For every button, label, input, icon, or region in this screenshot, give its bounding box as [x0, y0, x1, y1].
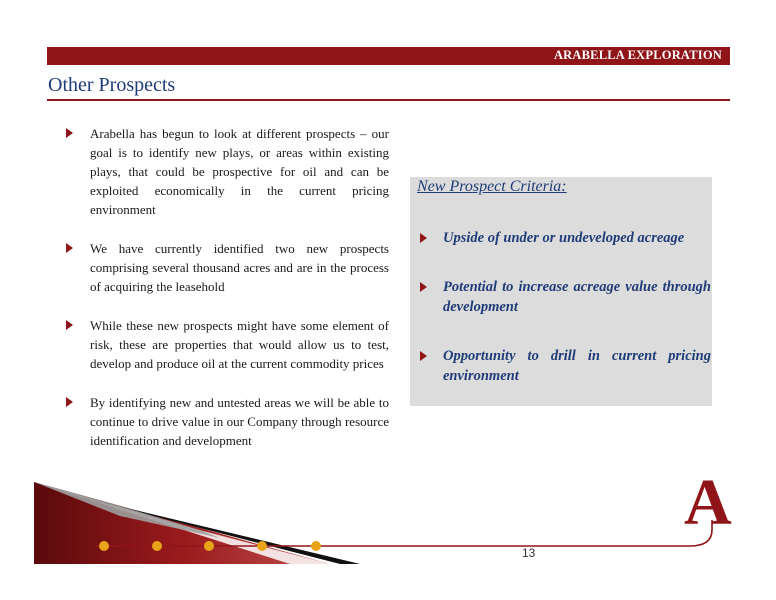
criteria-text: Upside of under or undeveloped acreage — [443, 230, 685, 246]
criteria-text: Potential to increase acreage value through development — [443, 279, 711, 315]
list-item — [64, 124, 389, 219]
criteria-item — [417, 346, 711, 386]
prospect-bullet-list — [64, 124, 389, 470]
gold-dot — [152, 541, 162, 551]
bullet-triangle-icon — [66, 128, 73, 138]
company-logo-icon: A — [684, 466, 732, 539]
list-item — [64, 316, 389, 373]
list-item — [64, 239, 389, 296]
bullet-triangle-icon — [420, 351, 427, 361]
bullet-triangle-icon — [420, 233, 427, 243]
footer-decoration — [0, 466, 776, 600]
bullet-text: By identifying new and untested areas we will be able to continue to drive value in our Company through resource identification and development — [90, 395, 389, 448]
page-title: Other Prospects — [48, 74, 176, 96]
title-divider — [47, 99, 730, 101]
bullet-triangle-icon — [420, 282, 427, 292]
bullet-text: While these new prospects might have some element of risk, these are properties that would allow us to test, develop and produce oil at the current commodity prices — [90, 318, 389, 371]
gold-dot — [99, 541, 109, 551]
bullet-triangle-icon — [66, 243, 73, 253]
criteria-item — [417, 277, 711, 317]
criteria-heading: New Prospect Criteria: — [417, 178, 567, 195]
header-banner — [47, 47, 730, 65]
gold-dot — [257, 541, 267, 551]
bullet-text: We have currently identified two new prospects comprising several thousand acres and are in the process of acquiring the leasehold — [90, 241, 389, 294]
gold-dot — [204, 541, 214, 551]
gold-dot — [311, 541, 321, 551]
criteria-text: Opportunity to drill in current pricing environment — [443, 348, 711, 384]
bullet-triangle-icon — [66, 397, 73, 407]
list-item — [64, 393, 389, 450]
criteria-panel — [410, 177, 712, 406]
criteria-list — [417, 228, 711, 415]
page-number: 13 — [522, 546, 536, 560]
criteria-item — [417, 228, 711, 248]
company-name: ARABELLA EXPLORATION — [553, 48, 722, 62]
bullet-triangle-icon — [66, 320, 73, 330]
bullet-text: Arabella has begun to look at different prospects – our goal is to identify new plays, or areas within existing plays, that could be prospective for oil and can be exploited economically in the current pricing environment — [90, 126, 389, 217]
